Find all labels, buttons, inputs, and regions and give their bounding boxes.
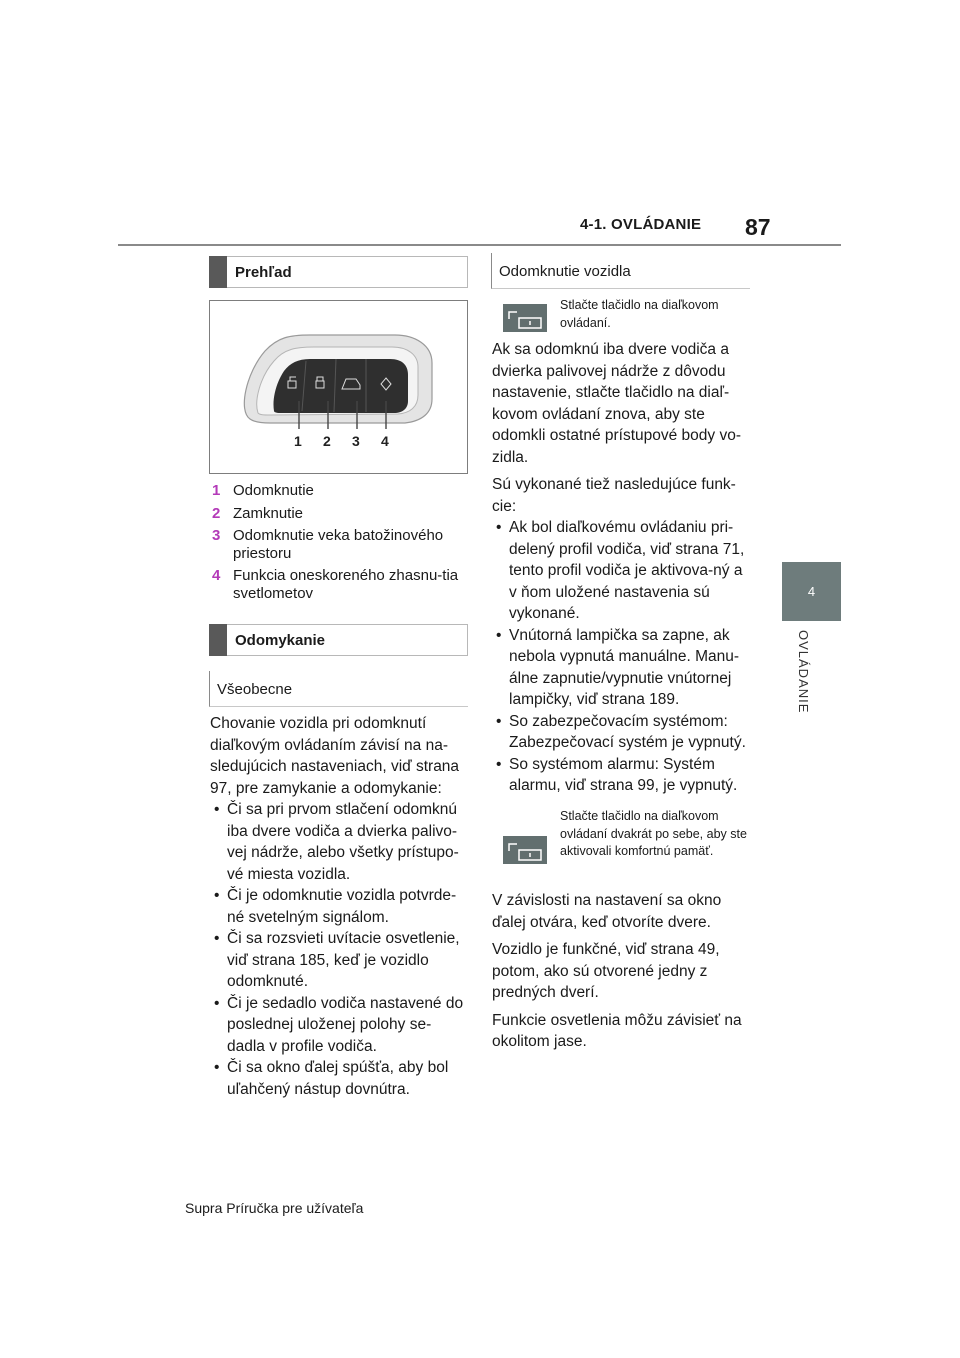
legend-number: 4: [212, 567, 221, 584]
functions-intro: Sú vykonané tiež nasledujúce funk-cie:: [492, 476, 736, 515]
unlock-vehicle-body: [492, 339, 752, 797]
note-press-button: Stlačte tlačidlo na diaľkovom ovládaní.: [560, 298, 719, 330]
unlock-icon: [503, 836, 547, 864]
remote-key-illustration: [210, 301, 467, 473]
legend-item: [212, 527, 472, 563]
chapter-number: 4: [807, 584, 816, 599]
general-bullet: • Či je sedadlo vodiča nastavené do poslednej uloženej polohy se-dadla v profile vodiča.: [210, 993, 468, 1058]
legend-text: Odomknutie: [233, 482, 314, 499]
legend-item: [212, 567, 472, 603]
footer-text: Supra Príručka pre užívateľa: [185, 1200, 364, 1216]
chapter-tab: [782, 562, 841, 621]
general-subheading-text: Všeobecne: [217, 681, 293, 698]
legend-item: [212, 505, 472, 523]
legend-number: 1: [212, 482, 221, 499]
unlock-paragraph: Ak sa odomknú iba dvere vodiča a dvierka palivovej nádrže z dôvodu nastavenie, stlačte tlačidlo na diaľ-kovom ovládaní znova, aby ste odomkli ostatné prístupové body vo-zidla.: [492, 341, 741, 466]
window-paragraph: V závislosti na nastavení sa okno ďalej otvára, keď otvoríte dvere.: [492, 892, 722, 931]
general-bullet: • Či je odomknutie vozidla potvrde-né svetelným signálom.: [210, 885, 468, 928]
general-bullet: • Či sa okno ďalej spúšťa, aby bol uľahčený nástup dovnútra.: [210, 1057, 468, 1100]
general-section-body: [210, 713, 468, 1100]
unlock-vehicle-subheading: [491, 253, 750, 289]
remote-key-figure: [209, 300, 468, 474]
callout-2: 2: [323, 433, 331, 449]
callout-4: 4: [381, 433, 389, 449]
note-press-twice: Stlačte tlačidlo na diaľkovom ovládaní dvakrát po sebe, aby ste aktivovali komfortnú pamäť.: [560, 809, 747, 858]
remote-button-icon: [503, 304, 547, 332]
function-bullet: • So systémom alarmu: Systém alarmu, viď strana 99, je vypnutý.: [492, 754, 752, 797]
function-bullet: • Ak bol diaľkovému ovládaniu pri-delený profil vodiča, viď strana 71, tento profil vodiča je aktivova-ný a v ňom uložené nastavenia sú vykonané.: [492, 517, 752, 625]
header-divider: [118, 244, 841, 246]
legend-text: Zamknutie: [233, 505, 304, 522]
function-bullet: • Vnútorná lampička sa zapne, ak nebola vypnutá manuálne. Manu-álne zapnutie/vypnutie vnútornej lampičky, viď strana 189.: [492, 625, 752, 711]
chapter-label: [770, 630, 830, 720]
legend-text: Funkcia oneskoreného zhasnu-tia svetlometov: [233, 567, 459, 602]
overview-heading-text: Prehľad: [235, 264, 292, 281]
legend-number: 2: [212, 505, 221, 522]
unlocking-heading: [209, 624, 468, 656]
overview-heading: [209, 256, 468, 288]
heading-bar: [209, 624, 227, 656]
legend-item: [212, 482, 472, 500]
unlock-icon: [503, 304, 547, 332]
chapter-label-text: OVLÁDANIE: [796, 630, 811, 714]
heading-bar: [209, 256, 227, 288]
general-intro: Chovanie vozidla pri odomknutí diaľkovým ovládaním závisí na na-sledujúcich nastaveniach, viď strana 97, pre zamykanie a odomykanie:: [210, 715, 460, 797]
unlock-vehicle-body-2: [492, 890, 752, 1053]
page-number: 87: [745, 214, 771, 240]
general-bullet: • Či sa pri prvom stlačení odomknú iba dvere vodiča a dvierka palivo-vej nádrže, alebo všetky prístupo-vé miesta vozidla.: [210, 799, 468, 885]
section-title: 4-1. OVLÁDANIE: [580, 216, 702, 233]
legend-text: Odomknutie veka batožinového priestoru: [233, 527, 444, 562]
legend-number: 3: [212, 527, 221, 544]
callout-1: 1: [294, 433, 302, 449]
general-subheading: [209, 671, 468, 707]
lighting-paragraph: Funkcie osvetlenia môžu závisieť na okolitom jase.: [492, 1011, 742, 1050]
function-bullet: • So zabezpečovacím systémom: Zabezpečovací systém je vypnutý.: [492, 711, 752, 754]
unlock-vehicle-subheading-text: Odomknutie vozidla: [499, 263, 631, 280]
general-bullet: • Či sa rozsvieti uvítacie osvetlenie, viď strana 185, keď je vozidlo odomknuté.: [210, 928, 468, 993]
remote-button-icon: [503, 836, 547, 864]
ready-paragraph: Vozidlo je funkčné, viď strana 49, potom, ako sú otvorené jedny z predných dverí.: [492, 941, 720, 1001]
callout-3: 3: [352, 433, 360, 449]
unlocking-heading-text: Odomykanie: [235, 632, 326, 649]
